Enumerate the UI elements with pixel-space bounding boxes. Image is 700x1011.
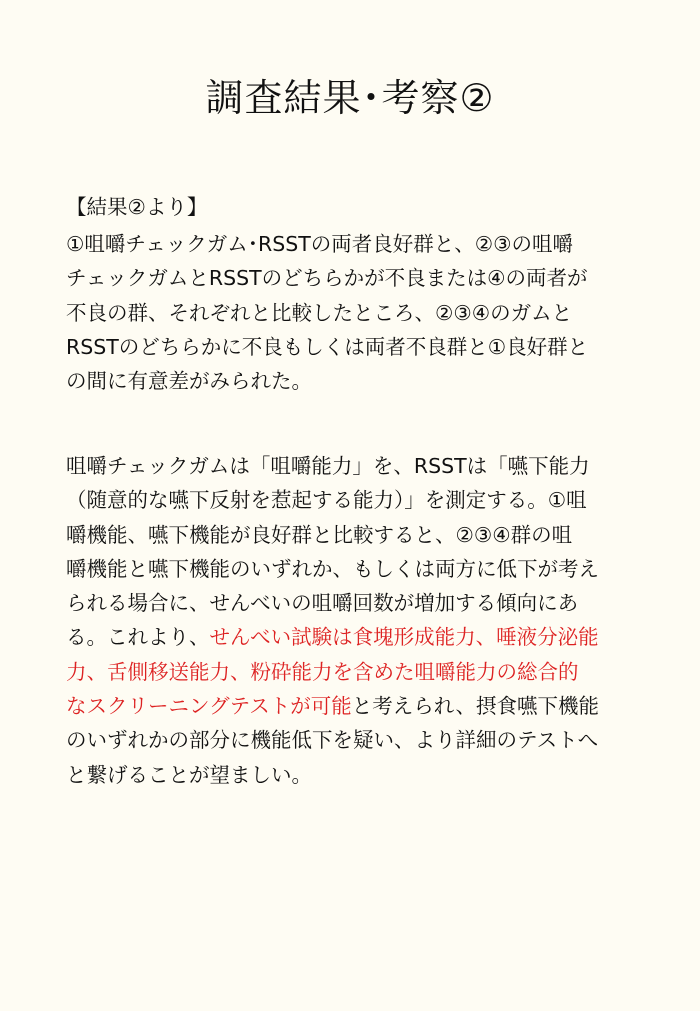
paragraph-line: チェックガムとRSSTのどちらかが不良または④の両者が xyxy=(66,266,588,291)
paragraph-line xyxy=(66,620,650,654)
paragraph-line: と繋げることが望ましい。 xyxy=(66,762,312,787)
highlighted-conclusion: せんべい試験は食塊形成能力、唾液分泌能 xyxy=(209,625,599,650)
paragraph-line: RSSTのどちらかに不良もしくは両者不良群と①良好群と xyxy=(66,334,589,359)
page-title: 調査結果･考察② xyxy=(205,76,495,120)
paragraph-line: 嚼機能と嚥下機能のいずれか、もしくは両方に低下が考え xyxy=(66,556,599,581)
paragraph-line: ①咀嚼チェックガム･RSSTの両者良好群と、②③の咀嚼 xyxy=(66,232,574,256)
paragraph-line xyxy=(66,689,650,723)
highlighted-conclusion: なスクリーニングテストが可能 xyxy=(66,694,352,719)
paragraph-line: 不良の群、それぞれと比較したところ、②③④のガムと xyxy=(66,300,573,325)
paragraph-discussion xyxy=(66,449,650,792)
paragraph-line: のいずれかの部分に機能低下を疑い、より詳細のテストへ xyxy=(66,728,599,753)
paragraph-line: 嚼機能、嚥下機能が良好群と比較すると、②③④群の咀 xyxy=(66,522,573,547)
paragraph-line: （随意的な嚥下反射を惹起する能力）」を測定する。①咀 xyxy=(66,488,587,513)
section-heading: 【結果②より】 xyxy=(66,195,208,219)
paragraph-line: の間に有意差がみられた。 xyxy=(66,369,312,394)
normal-text: と考えられ、摂食嚥下機能 xyxy=(351,694,600,719)
highlighted-conclusion: 力、舌側移送能力、粉砕能力を含めた咀嚼能力の総合的 xyxy=(66,659,579,684)
paragraph-line: 咀嚼チェックガムは「咀嚼能力」を、RSSTは「嚥下能力 xyxy=(66,454,590,478)
paragraph-line: られる場合に、せんべいの咀嚼回数が増加する傾向にあ xyxy=(66,591,579,616)
paragraph-results xyxy=(66,227,650,398)
normal-text: る。これより、 xyxy=(66,625,210,650)
